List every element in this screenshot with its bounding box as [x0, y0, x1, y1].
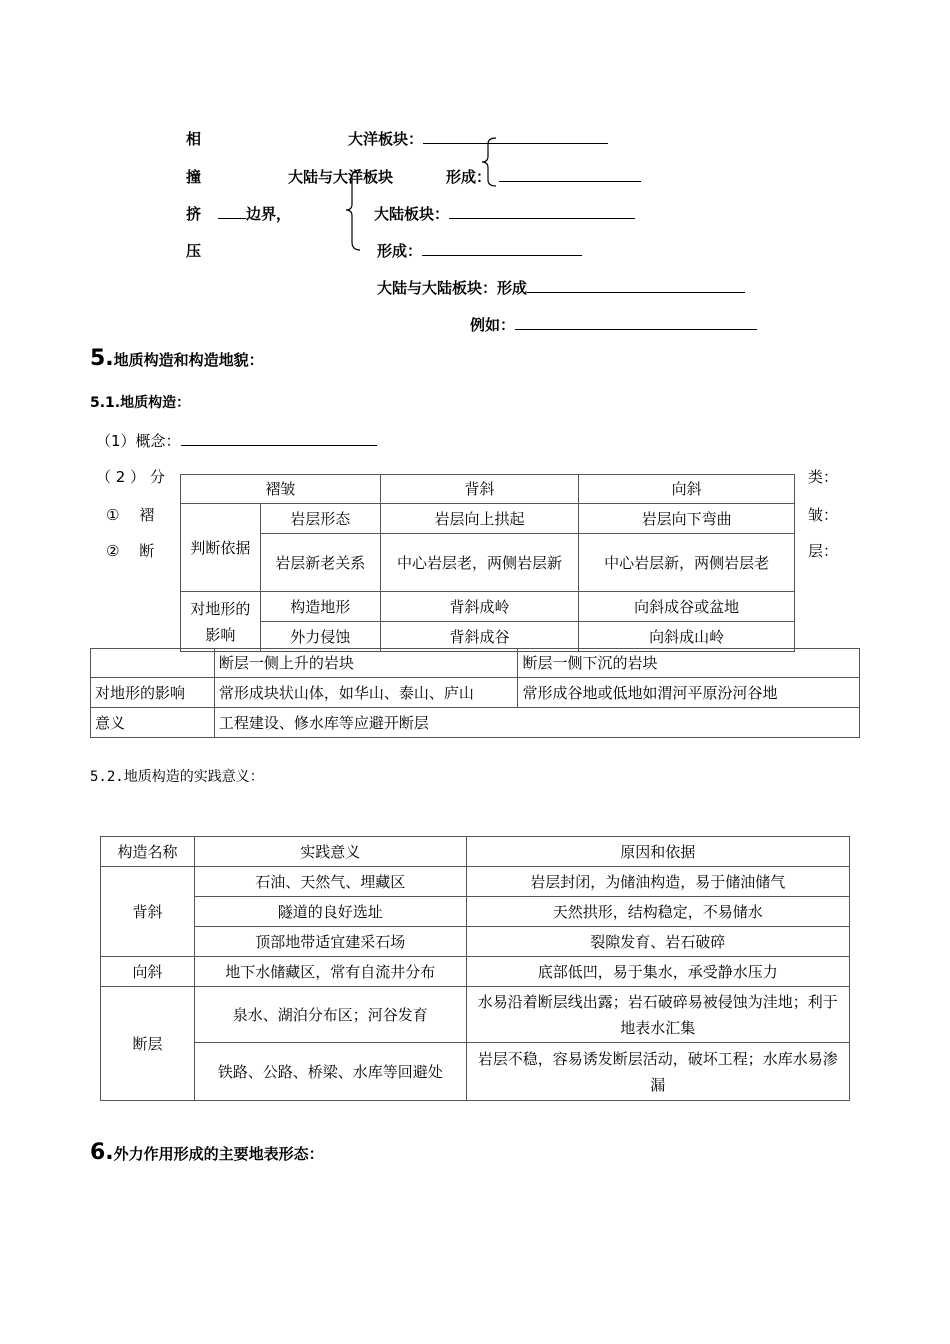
header-reason: 原因和依据 [466, 837, 849, 867]
header-syncline: 向斜 [579, 475, 795, 504]
table-cell: 断层一侧上升的岩块 [214, 649, 518, 678]
table-cell: 常形成块状山体，如华山、泰山、庐山 [214, 678, 518, 708]
table-cell: 岩层向上拱起 [380, 504, 579, 534]
brace-left-icon [340, 168, 364, 252]
brace-right-icon [476, 136, 500, 188]
table-cell: 向斜成山岭 [579, 622, 795, 652]
table-cell: 岩层形态 [260, 504, 380, 534]
vertical-char-1: 相 [186, 130, 202, 148]
table-cell: 天然拱形，结构稳定，不易储水 [466, 897, 849, 927]
classify-right: 类： [808, 468, 839, 486]
table-cell: 对地形的影响 [91, 678, 215, 708]
table-cell: 铁路、公路、桥梁、水库等回避处 [194, 1043, 466, 1101]
example-label: 例如： [470, 314, 757, 335]
table-cell: 外力侵蚀 [260, 622, 380, 652]
fault-label: 断层 [101, 987, 195, 1101]
cont-cont-label: 大陆与大陆板块：形成 [377, 277, 745, 298]
section-6-heading: 6.外力作用形成的主要地表形态： [90, 1140, 324, 1165]
table-cell: 岩层封闭，为储油构造，易于储油储气 [466, 867, 849, 897]
boundary-label: 边界， [218, 203, 291, 224]
table-cell: 背斜成岭 [380, 592, 579, 622]
fault-table [90, 648, 860, 738]
example-blank[interactable] [515, 315, 757, 330]
practice-table [100, 836, 850, 1101]
boundary-blank[interactable] [218, 204, 246, 219]
table-cell: 背斜成谷 [380, 622, 579, 652]
section-5-heading: 5.地质构造和构造地貌： [90, 346, 264, 371]
table-cell: 意义 [91, 708, 215, 738]
anticline-label: 背斜 [101, 867, 195, 957]
formation2-label: 形成： [377, 240, 582, 261]
table-cell: 地下水储藏区，常有自流井分布 [194, 957, 466, 987]
syncline-label: 向斜 [101, 957, 195, 987]
fault-item: ② 断 [106, 542, 155, 560]
table-cell: 岩层向下弯曲 [579, 504, 795, 534]
cont-plate-blank[interactable] [449, 204, 635, 219]
formation-label: 形成： [446, 166, 641, 187]
header-fold: 褶皱 [181, 475, 381, 504]
header-structure: 构造名称 [101, 837, 195, 867]
table-cell: 中心岩层新，两侧岩层老 [579, 534, 795, 592]
vertical-char-2: 撞 [186, 168, 202, 186]
table-cell: 顶部地带适宜建采石场 [194, 927, 466, 957]
header-anticline: 背斜 [380, 475, 579, 504]
fault-item-right: 层： [808, 542, 839, 560]
table-cell: 水易沿着断层线出露；岩石破碎易被侵蚀为洼地；利于地表水汇集 [466, 987, 849, 1043]
formation2-blank[interactable] [422, 241, 582, 256]
table-cell: 断层一侧下沉的岩块 [518, 649, 860, 678]
section-5-2-heading: 5.2.地质构造的实践意义： [90, 769, 264, 785]
fold-item-right: 皱： [808, 506, 839, 524]
table-cell: 工程建设、修水库等应避开断层 [214, 708, 859, 738]
cont-plate-label: 大陆板块： [374, 203, 635, 224]
fold-table [180, 474, 795, 652]
table-cell: 隧道的良好选址 [194, 897, 466, 927]
cont-ocean-label: 大陆与大洋板块 [288, 168, 394, 186]
ocean-plate-label: 大洋板块： [348, 128, 608, 149]
concept-line: （1）概念： [96, 430, 377, 451]
table-cell: 泉水、湖泊分布区；河谷发育 [194, 987, 466, 1043]
cont-cont-blank[interactable] [527, 278, 745, 293]
table-cell: 石油、天然气、埋藏区 [194, 867, 466, 897]
table-cell: 岩层不稳，容易诱发断层活动，破坏工程；水库水易渗漏 [466, 1043, 849, 1101]
table-cell [91, 649, 215, 678]
table-cell: 底部低凹，易于集水，承受静水压力 [466, 957, 849, 987]
header-practice: 实践意义 [194, 837, 466, 867]
fold-item: ① 褶 [106, 506, 155, 524]
table-cell: 构造地形 [260, 592, 380, 622]
vertical-char-3: 挤 [186, 205, 202, 223]
vertical-char-4: 压 [186, 242, 202, 260]
table-cell: 中心岩层老，两侧岩层新 [380, 534, 579, 592]
table-cell: 向斜成谷或盆地 [579, 592, 795, 622]
table-cell: 常形成谷地或低地如渭河平原汾河谷地 [518, 678, 860, 708]
impact-label: 对地形的影响 [181, 592, 261, 652]
formation-blank[interactable] [499, 167, 641, 182]
section-5-1-heading: 5.1.地质构造： [90, 395, 191, 411]
judge-label: 判断依据 [181, 504, 261, 592]
ocean-plate-blank[interactable] [423, 129, 608, 144]
table-cell: 岩层新老关系 [260, 534, 380, 592]
table-cell: 裂隙发育、岩石破碎 [466, 927, 849, 957]
classify-left: （ 2 ） 分 [96, 468, 165, 486]
concept-blank[interactable] [181, 431, 377, 446]
